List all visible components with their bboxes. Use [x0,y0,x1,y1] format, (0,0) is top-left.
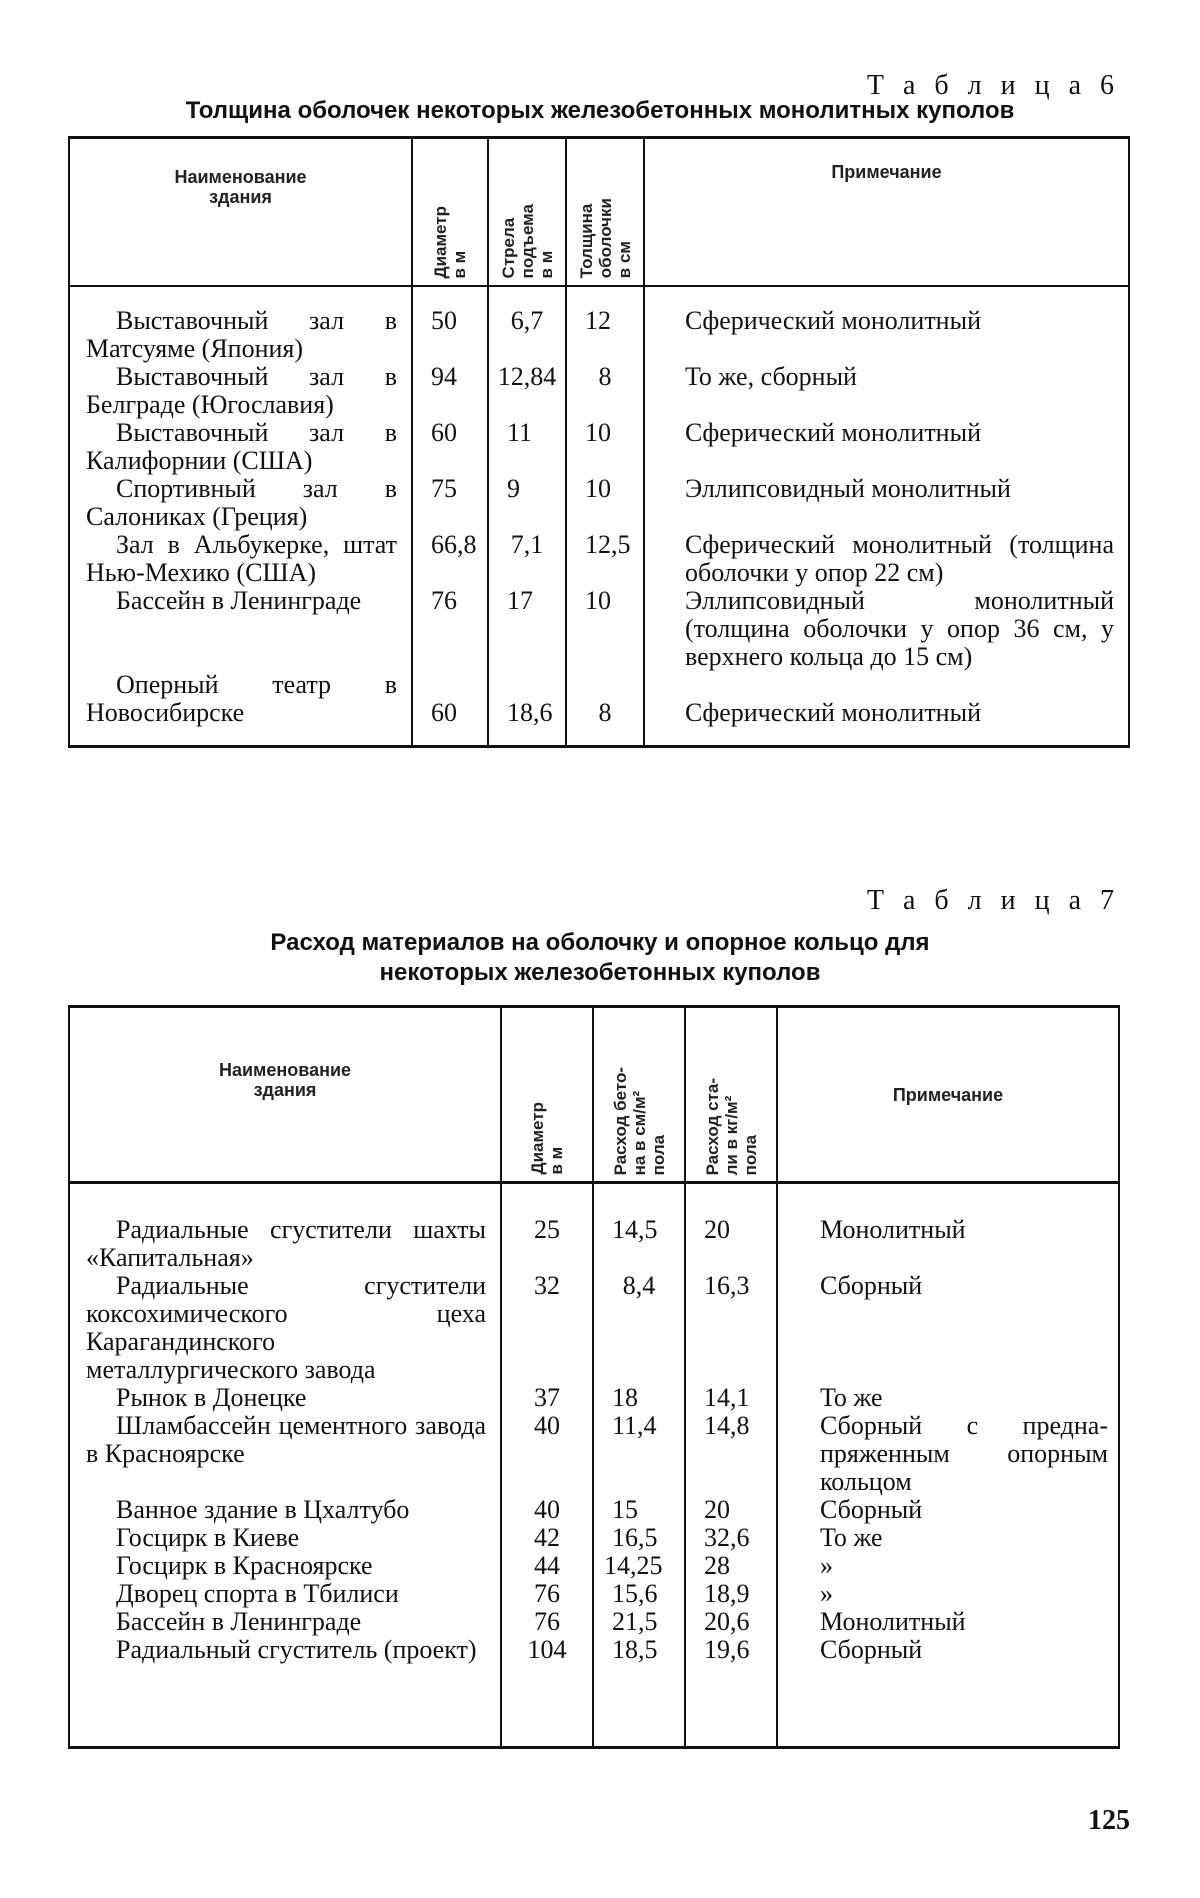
t7-name: Госцирк в Красноярске [69,1552,501,1580]
t7-steel: 18,9 [685,1580,777,1608]
t7-note: То же [777,1524,1119,1552]
table7 [68,1005,1120,1749]
t6-diameter: 75 [412,475,488,531]
t6-rise: 17 [488,587,566,671]
t6-rise: 7,1 [488,531,566,587]
t7-diameter: 42 [501,1524,593,1552]
t7-note: » [777,1580,1119,1608]
t6-diameter: 50 [412,307,488,363]
t6-diameter: 76 [412,587,488,671]
t7-note: Сборный с предна-пряженным опорным кольцом [777,1412,1119,1496]
table-row [69,1580,1119,1608]
t7-concrete: 21,5 [593,1608,685,1636]
t7-diameter: 32 [501,1272,593,1384]
t7-name: Радиальные сгустители коксохимического цеха Карагандинского металлургического завода [69,1272,501,1384]
t7-steel: 19,6 [685,1636,777,1748]
t6-diameter: 60 [412,419,488,475]
t6-thickness: 10 [566,587,644,671]
t6-header-diameter: Диаметр в м [431,205,469,279]
t6-note: Эллипсовидный монолитный (толщина оболочки у опор 36 см, у верхнего кольца до 15 см) [644,587,1129,671]
t7-concrete: 18,5 [593,1636,685,1748]
table-row [69,363,1129,419]
t7-diameter: 37 [501,1384,593,1412]
t7-name: Рынок в Донецке [69,1384,501,1412]
t7-steel: 14,1 [685,1384,777,1412]
t7-note: Сборный [777,1272,1119,1384]
table-row [69,1384,1119,1412]
t6-note: Сферический монолитный [644,671,1129,747]
t7-header-diameter: Диаметр в м [528,1102,566,1175]
t6-rise: 6,7 [488,307,566,363]
t7-steel: 20 [685,1496,777,1524]
t6-thickness: 8 [566,363,644,419]
t6-diameter: 66,8 [412,531,488,587]
table-row [69,1272,1119,1384]
t7-concrete: 16,5 [593,1524,685,1552]
table6-number: Т а б л и ц а 6 [866,70,1120,101]
t7-header-concrete: Расход бето- на в см/м² пола [610,1066,668,1175]
t7-concrete: 15 [593,1496,685,1524]
t6-header-note: Примечание [831,161,942,182]
t7-name: Радиальные сгустители шахты «Капитальная» [69,1216,501,1272]
t6-thickness: 10 [566,475,644,531]
t7-name: Радиальный сгуститель (проект) [69,1636,501,1748]
t7-name: Дворец спорта в Тбилиси [69,1580,501,1608]
t7-note: Сборный [777,1496,1119,1524]
t7-diameter: 76 [501,1580,593,1608]
page-number: 125 [1088,1805,1130,1836]
table-row [69,1412,1119,1496]
table-row [69,1496,1119,1524]
t7-steel: 28 [685,1552,777,1580]
t7-steel: 32,6 [685,1524,777,1552]
t7-header-steel: Расход ста- ли в кг/м² пола [702,1077,760,1175]
t7-note: То же [777,1384,1119,1412]
table7-title: Расход материалов на оболочку и опорное кольцо для некоторых железобетонных куполов [270,929,930,986]
t7-note: » [777,1552,1119,1580]
t7-diameter: 25 [501,1216,593,1272]
table-row [69,1552,1119,1580]
t7-concrete: 18 [593,1384,685,1412]
t7-concrete: 14,5 [593,1216,685,1272]
t6-header-name: Наименование здания [174,166,307,207]
t6-note: Сферический монолитный [644,419,1129,475]
t7-steel: 20,6 [685,1608,777,1636]
table-row [69,1636,1119,1748]
t6-note: Эллипсовидный монолитный [644,475,1129,531]
t6-rise: 9 [488,475,566,531]
table-row [69,1608,1119,1636]
t6-name: Выставочный зал в Калифорнии (США) [69,419,412,475]
table-row [69,1216,1119,1272]
t6-thickness: 8 [566,671,644,747]
table-row [69,671,1129,747]
t6-note: Сферический монолитный [644,307,1129,363]
t6-name: Выставочный зал в Матсуяме (Япония) [69,307,412,363]
t6-thickness: 10 [566,419,644,475]
table-row [69,531,1129,587]
t7-steel: 16,3 [685,1272,777,1384]
t6-thickness: 12 [566,307,644,363]
t7-steel: 14,8 [685,1412,777,1496]
t6-rise: 11 [488,419,566,475]
t7-diameter: 76 [501,1608,593,1636]
t7-note: Монолитный [777,1608,1119,1636]
table-row [69,475,1129,531]
t7-name: Бассейн в Ленинграде [69,1608,501,1636]
t7-concrete: 8,4 [593,1272,685,1384]
table7-number: Т а б л и ц а 7 [866,885,1120,916]
t7-header-name: Наименование здания [218,1059,352,1100]
t7-name: Шламбассейн цементного завода в Красноярске [69,1412,501,1496]
table-row [69,419,1129,475]
t7-name: Ванное здание в Цхалтубо [69,1496,501,1524]
t7-diameter: 40 [501,1496,593,1524]
t7-note: Сборный [777,1636,1119,1748]
t7-steel: 20 [685,1216,777,1272]
t6-thickness: 12,5 [566,531,644,587]
t7-concrete: 14,25 [593,1552,685,1580]
t6-rise: 18,6 [488,671,566,747]
t6-note: Сферический монолитный (толщина оболочки у опор 22 см) [644,531,1129,587]
t7-name: Госцирк в Киеве [69,1524,501,1552]
t6-name: Выставочный зал в Белграде (Югославия) [69,363,412,419]
t7-concrete: 11,4 [593,1412,685,1496]
t6-name: Оперный театр в Новосибирске [69,671,412,747]
table-row [69,1524,1119,1552]
table6 [68,136,1130,748]
t6-header-rise: Стрела подъема в м [498,204,556,279]
t6-note: То же, сборный [644,363,1129,419]
t7-note: Монолитный [777,1216,1119,1272]
t6-name: Зал в Альбукерке, штат Нью-Мехико (США) [69,531,412,587]
table-row [69,307,1129,363]
t6-diameter: 94 [412,363,488,419]
t6-name: Бассейн в Ленинграде [69,587,412,671]
t6-diameter: 60 [412,671,488,747]
t7-concrete: 15,6 [593,1580,685,1608]
table-row [69,587,1129,671]
t7-diameter: 40 [501,1412,593,1496]
t6-header-thickness: Толщина оболочки в см [576,198,634,279]
table6-title: Толщина оболочек некоторых железобетонных монолитных куполов [185,97,1015,124]
t6-name: Спортивный зал в Салониках (Греция) [69,475,412,531]
t7-header-note: Примечание [892,1084,1004,1105]
t6-rise: 12,84 [488,363,566,419]
t7-diameter: 104 [501,1636,593,1748]
t7-diameter: 44 [501,1552,593,1580]
